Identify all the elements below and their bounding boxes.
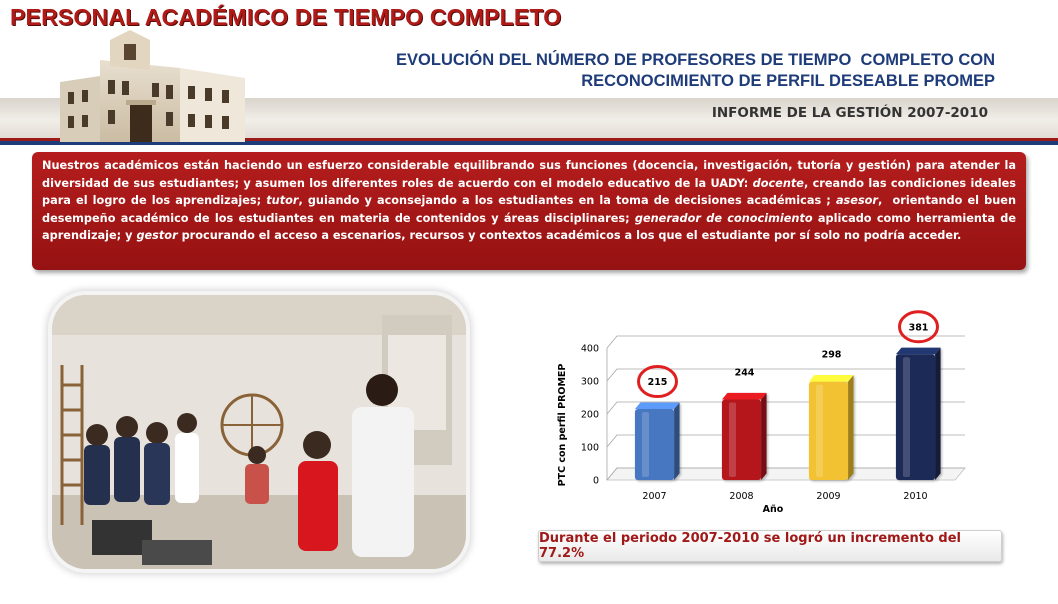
- x-tick-label: 2009: [816, 491, 841, 502]
- role-asesor: asesor: [835, 194, 879, 208]
- page-title: PERSONAL ACADÉMICO DE TIEMPO COMPLETO: [10, 4, 562, 30]
- x-axis-label: Año: [762, 504, 784, 515]
- bar-highlight: [903, 357, 910, 477]
- increment-text: Durante el periodo 2007-2010 se logró un incremento del 77.2%: [539, 531, 961, 561]
- bar-highlight: [642, 412, 649, 477]
- x-tick-label: 2008: [729, 491, 754, 502]
- text-segment: , guiando y aconsejando a los estudiantes en la toma de decisiones académicas ;: [298, 194, 836, 208]
- bar-top: [722, 393, 767, 400]
- bar-2010: [896, 348, 941, 480]
- bar-front: [809, 382, 848, 480]
- data-label: 298: [821, 349, 842, 361]
- bar-top: [809, 375, 854, 382]
- data-label: 381: [908, 322, 929, 334]
- bar-side: [848, 375, 854, 480]
- y-tick-label: 300: [580, 376, 599, 388]
- data-label: 244: [734, 367, 755, 379]
- building-image: [60, 30, 245, 142]
- y-tick-label: 0: [592, 475, 599, 487]
- description-text: [42, 157, 1020, 245]
- y-axis-label: PTC con perfil PROMEP: [557, 363, 568, 487]
- text-segment: procurando el acceso a escenarios, recursos y contextos académicos a los que el estudiante por sí solo no podría acceder.: [177, 229, 962, 243]
- role-tutor: tutor: [266, 194, 299, 208]
- data-label: 215: [647, 377, 668, 389]
- description-box: [32, 152, 1026, 270]
- classroom-photo-illustration: [52, 295, 466, 569]
- y-tick-label: 200: [580, 409, 599, 421]
- text-segment: , creando las condiciones ideales para el logro de los aprendizajes;: [42, 176, 1016, 208]
- text-segment: , orientando el buen desempeño académico de los estudiantes en materia de contenidos y áreas disciplinares;: [42, 194, 1020, 225]
- bar-side: [935, 348, 941, 480]
- role-gestor: gestor: [136, 229, 178, 243]
- bar-2009: [809, 375, 854, 480]
- bar-highlight: [729, 402, 736, 477]
- increment-callout: [538, 530, 1002, 562]
- bar-highlight: [816, 385, 823, 477]
- text-segment: aplicado como herramienta de aprendizaje; y: [42, 211, 1016, 243]
- report-label: INFORME DE LA GESTIÓN 2007-2010: [711, 105, 988, 121]
- bar-front: [896, 354, 935, 480]
- classroom-photo: [52, 295, 466, 569]
- text-segment: Nuestros académicos están haciendo un esfuerzo considerable equilibrando sus funciones (docencia, investigación, tutoría y gestión) para atender la diversidad de sus estudiantes; y asumen los diferentes roles de acuerdo con el modelo educativo de la UADY:: [42, 159, 1016, 190]
- bar-top: [896, 348, 941, 355]
- bar-top: [635, 402, 680, 409]
- bar-side: [761, 393, 767, 480]
- role-docente: docente: [752, 176, 804, 190]
- subtitle-line-2: RECONOCIMIENTO DE PERFIL DESEABLE PROMEP: [581, 72, 995, 90]
- y-tick-label: 100: [580, 442, 599, 454]
- chart-subtitle: [396, 50, 995, 92]
- bar-front: [635, 409, 674, 480]
- x-tick-label: 2010: [903, 491, 928, 502]
- subtitle-line-1: EVOLUCIÓN DEL NÚMERO DE PROFESORES DE TIEMPO COMPLETO CON: [396, 51, 995, 69]
- bar-side: [674, 402, 680, 480]
- bar-chart: [545, 300, 985, 525]
- y-tick-label: 400: [580, 343, 599, 355]
- x-tick-label: 2007: [642, 491, 667, 502]
- bar-2007: [635, 402, 680, 480]
- bar-chart-svg: [545, 300, 985, 525]
- role-generador: generador de conocimiento: [634, 211, 813, 225]
- bar-2008: [722, 393, 767, 480]
- bar-front: [722, 399, 761, 480]
